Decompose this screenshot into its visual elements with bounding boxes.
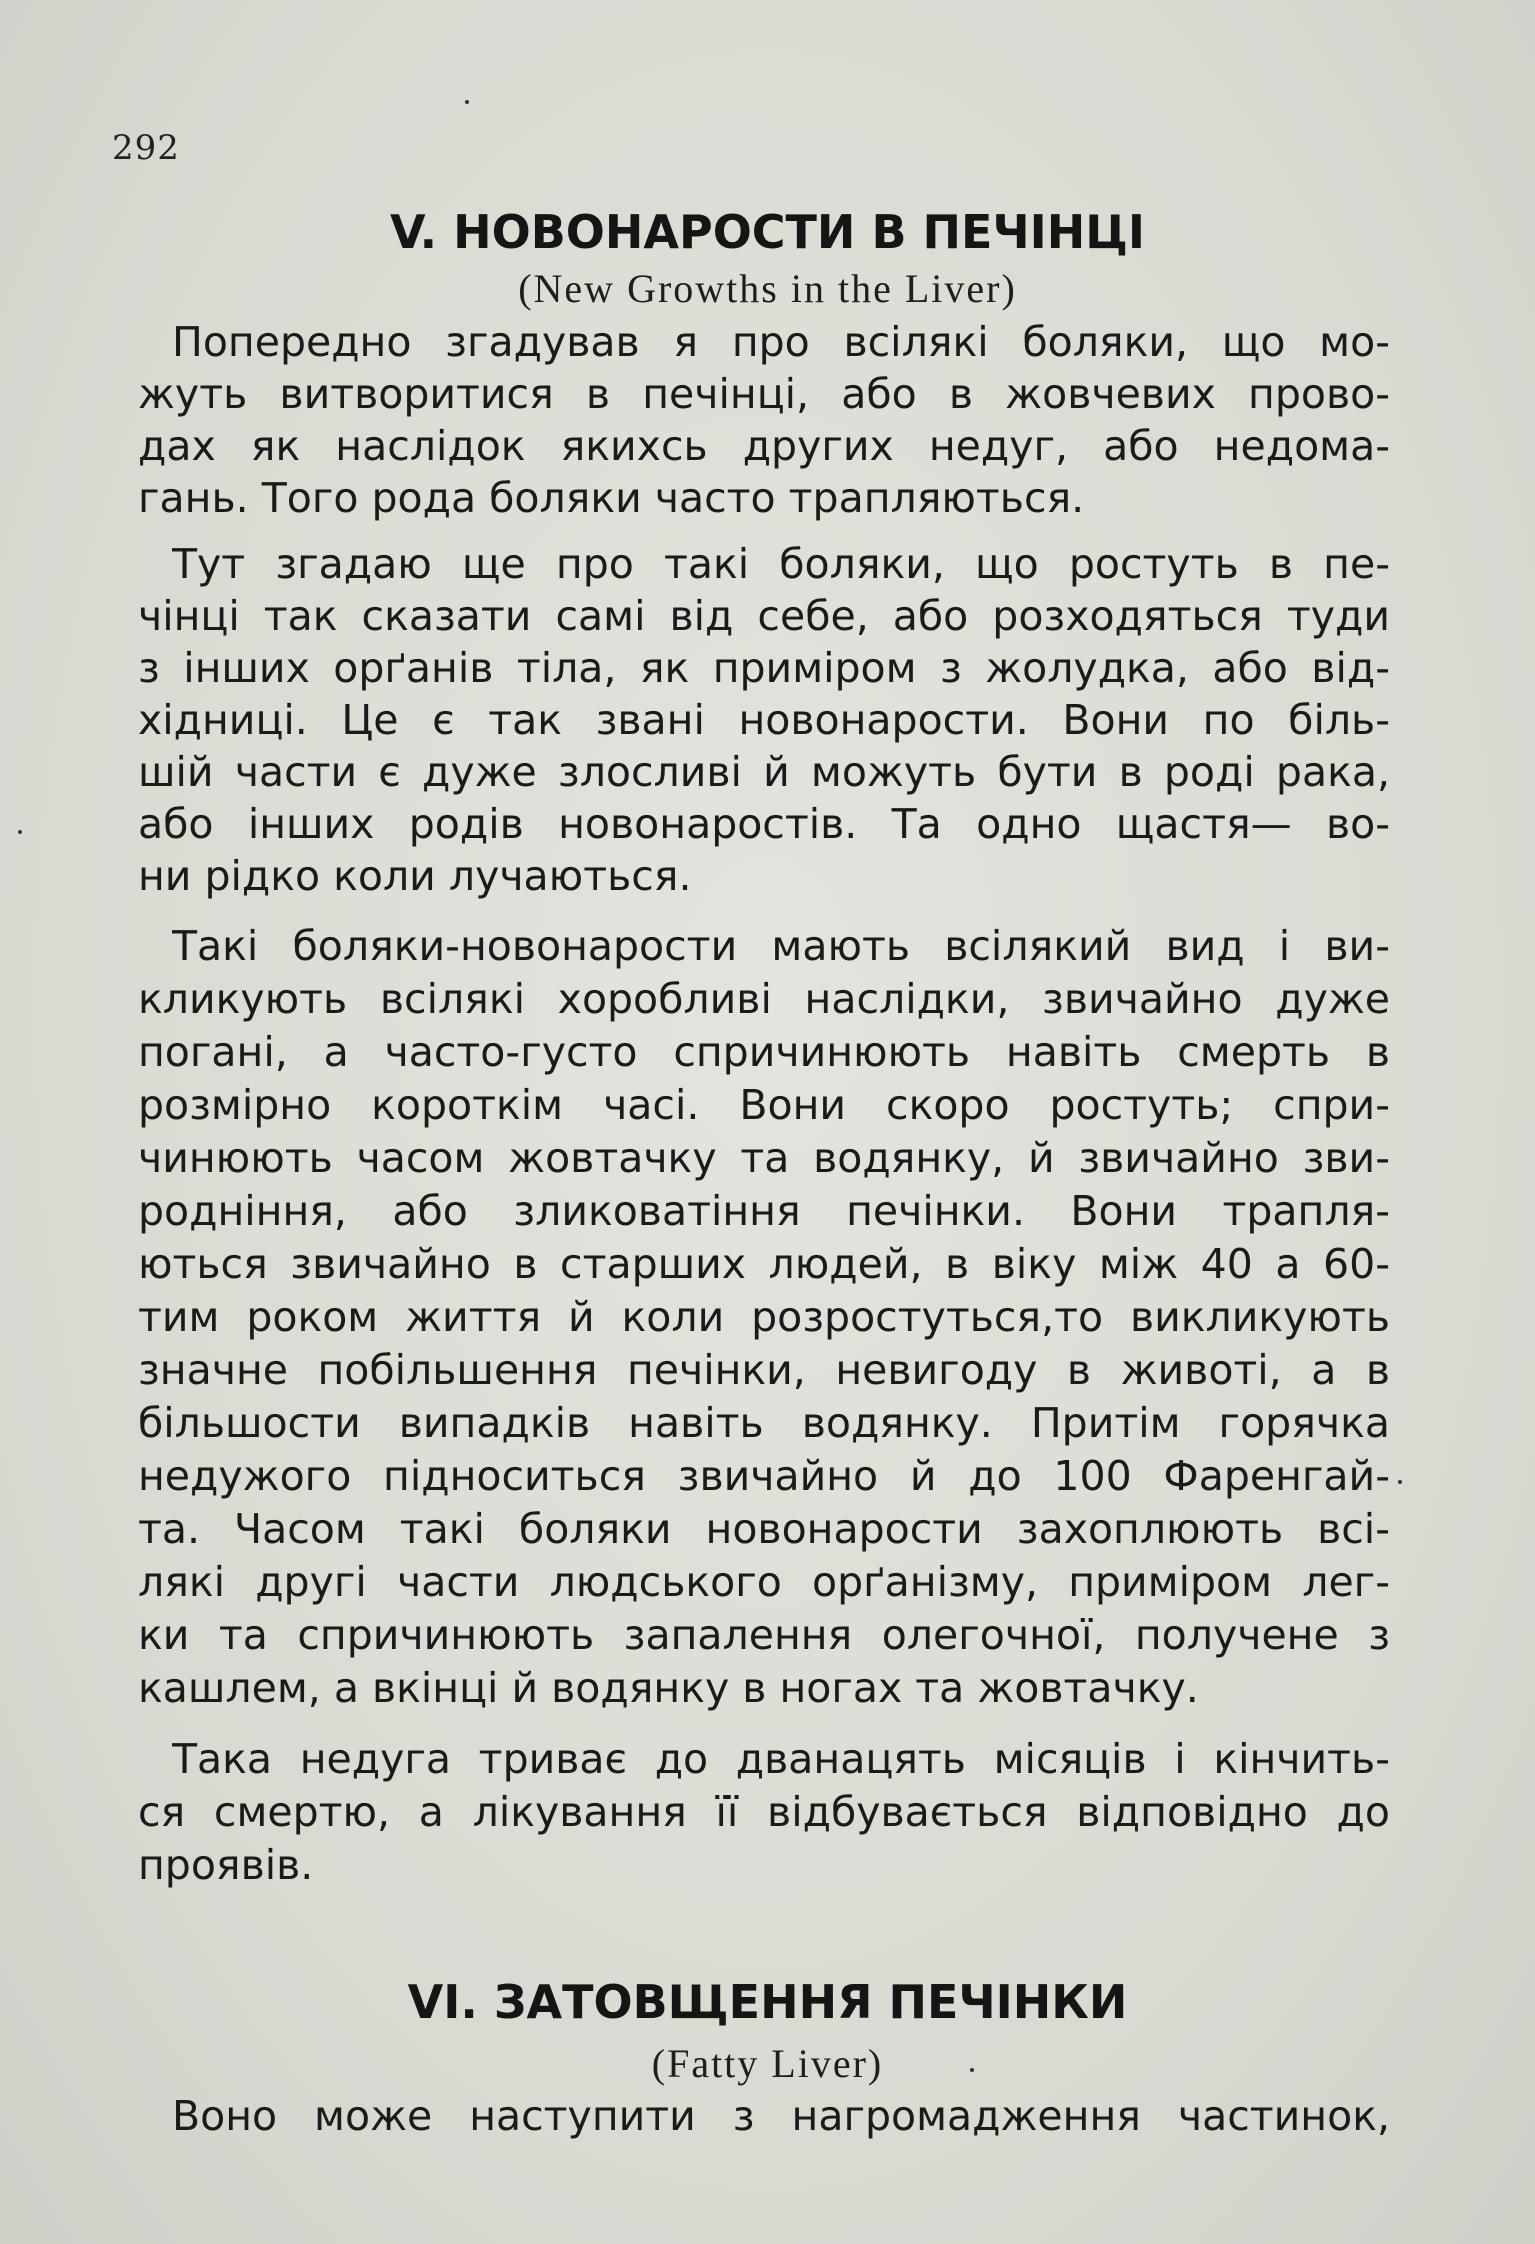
text-line: лякі другі части людського орґанізму, приміром лег- <box>138 1558 1390 1606</box>
text-line: гань. Того рода боляки часто трапляються. <box>138 474 1085 522</box>
text-line: значне побільшення печінки, невигоду в животі, а в <box>138 1346 1390 1394</box>
text-line: дах як наслідок якихсь других недуг, або недома- <box>138 422 1390 470</box>
text-line: Тут згадаю ще про такі боляки, що ростуть в пе- <box>172 540 1390 588</box>
section-5-subtitle: (New Growths in the Liver) <box>518 266 1017 311</box>
print-speck <box>465 100 469 104</box>
text-line: та. Часом такі боляки новонарости захоплюють всі- <box>138 1505 1390 1553</box>
text-line: хідниці. Це є так звані новонарости. Вони по біль- <box>138 696 1390 744</box>
text-line: ся смертю, а лікування її відбувається відповідно до <box>138 1788 1390 1836</box>
text-line: родніння, або зликоватіння печінки. Вони трапля- <box>138 1187 1390 1235</box>
text-line: шій части є дуже злосливі й можуть бути в роді рака, <box>138 748 1390 796</box>
text-line: кликують всілякі хоробливі наслідки, звичайно дуже <box>138 975 1390 1023</box>
text-line: Такі боляки-новонарости мають всілякий вид і ви- <box>172 922 1390 970</box>
text-line: тим роком життя й коли розростуться,то викликують <box>138 1293 1390 1341</box>
text-line: ються звичайно в старших людей, в віку між 40 а 60- <box>138 1240 1390 1288</box>
text-line: жуть витворитися в печінці, або в жовчевих прово- <box>138 370 1390 418</box>
text-line: Попередно згадував я про всілякі боляки, що мо- <box>172 318 1390 366</box>
print-speck <box>1398 1480 1402 1484</box>
text-line: чинюють часом жовтачку та водянку, й звичайно зви- <box>138 1134 1390 1182</box>
text-line: кашлем, а вкінці й водянку в ногах та жовтачку. <box>138 1664 1199 1712</box>
section-6-title: VI. ЗАТОВЩЕННЯ ПЕЧІНКИ <box>407 1975 1128 2029</box>
text-line: з інших орґанів тіла, як приміром з жолудка, або від- <box>138 644 1390 692</box>
text-line: проявів. <box>138 1841 314 1889</box>
print-speck <box>970 2068 974 2072</box>
text-line: або інших родів новонаростів. Та одно щастя— во- <box>138 800 1390 848</box>
text-line: розмірно короткім часі. Вони скоро ростуть; спри- <box>138 1081 1390 1129</box>
text-line: ни рідко коли лучаються. <box>138 852 692 900</box>
text-line: більшости випадків навіть водянку. Притім горячка <box>138 1399 1390 1447</box>
section-6-subtitle: (Fatty Liver) <box>651 2041 884 2086</box>
text-line: Така недуга триває до дванацять місяців і кінчить- <box>172 1735 1390 1783</box>
text-line: Воно може наступити з нагромадження частинок, <box>172 2092 1390 2140</box>
page-number: 292 <box>112 128 180 168</box>
text-line: чінці так сказати самі від себе, або розходяться туди <box>138 592 1390 640</box>
print-speck <box>18 830 22 834</box>
text-line: недужого підноситься звичайно й до 100 Фаренгай- <box>138 1452 1390 1500</box>
text-line: погані, а часто-густо спричинюють навіть смерть в <box>138 1028 1390 1076</box>
text-line: ки та спричинюють запалення олегочної, получене з <box>138 1611 1390 1659</box>
section-5-title: V. НОВОНАРОСТИ В ПЕЧІНЦІ <box>389 205 1146 259</box>
